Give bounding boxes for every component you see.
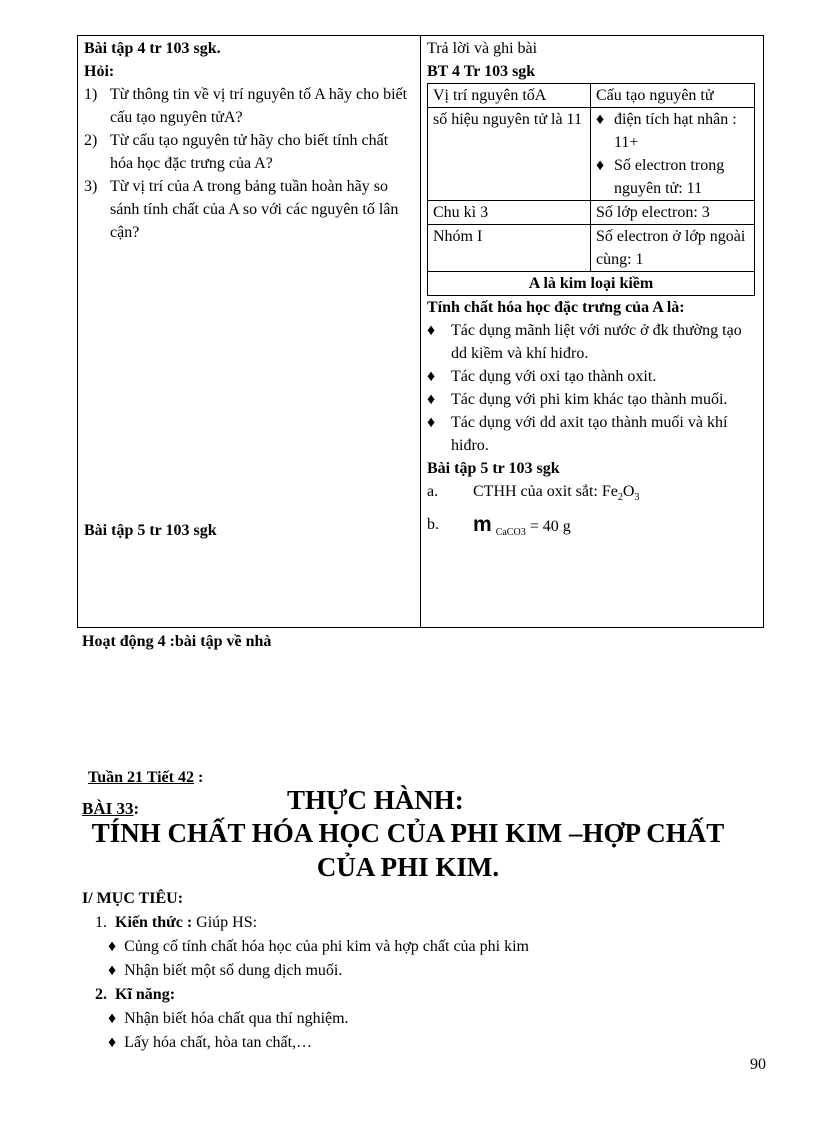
property-item: ♦ Tác dụng với dd axit tạo thành muối và khí hiđro. [427,414,728,454]
property-item: ♦ Tác dụng mãnh liệt với nước ở đk thường tạo dd kiềm và khí hiđro. [427,322,742,362]
exercise-table [77,35,764,628]
knowledge-heading: 1. Kiến thức : Giúp HS: [95,914,258,931]
property-item: ♦ Tác dụng với phi kim khác tạo thành muối. [427,391,728,408]
header-position: Vị trí nguyên tốA [428,84,591,108]
bt5-title: Bài tập 5 tr 103 sgk [427,460,560,477]
property-item: ♦ Tác dụng với oxi tạo thành oxit. [427,368,657,385]
exercise4-title: Bài tập 4 tr 103 sgk. [84,40,221,57]
structure-cell: ♦ điện tích hạt nhân : 11+ ♦ Số electron trong nguyên tử: 11 [591,108,755,201]
conclusion-cell: A là kim loại kiềm [528,275,654,292]
objectives-heading: I/ MỤC TIÊU: [82,890,184,907]
question-list [84,83,414,244]
heading-topic-cont: CỦA PHI KIM. [316,852,500,882]
structure-table [427,83,755,296]
activity-heading: Hoạt động 4 :bài tập về nhà [82,633,272,650]
outer-electron-cell: Số electron ở lớp ngoài cùng: 1 [591,225,755,272]
knowledge-item: ♦ Nhận biết một số dung dịch muối. [108,962,343,979]
properties-title: Tính chất hóa học đặc trưng của A là: [427,299,685,316]
shell-count-cell: Số lớp electron: 3 [591,201,755,225]
heading-topic: TÍNH CHẤT HÓA HỌC CỦA PHI KIM –HỢP CHẤT [91,818,725,848]
page-number: 90 [750,1056,766,1073]
period-cell: Chu kì 3 [428,201,591,225]
skill-item: ♦ Lấy hóa chất, hòa tan chất,… [108,1034,313,1051]
right-column [427,37,759,544]
skills-heading: 2. Kĩ năng: [95,986,176,1003]
header-structure: Cấu tạo nguyên tử [591,84,755,108]
bt4-title: BT 4 Tr 103 sgk [427,63,536,80]
answer-b: b. m $_{CaCO3}$ = 40 g [427,513,571,539]
answer-a: a. CTHH của oxit sắt: $Fe_2O_3$ [427,483,640,504]
knowledge-item: ♦ Củng cố tính chất hóa học của phi kim và hợp chất của phi kim [108,938,529,955]
question-item: 1) Từ thông tin về vị trí nguyên tố A hãy cho biết cấu tạo nguyên tửA? [84,86,408,126]
group-cell: Nhóm I [428,225,591,272]
left-column [84,37,414,539]
answer-intro: Trả lời và ghi bài [427,40,538,57]
question-item: 3) Từ vị trí của A trong bảng tuần hoàn hãy so sánh tính chất của A so với các nguyên tố lân cận? [84,178,399,241]
exercise5-title-left: Bài tập 5 tr 103 sgk [84,522,217,539]
question-item: 2) Từ cấu tạo nguyên tử hãy cho biết tính chất hóa học đặc trưng của A? [84,132,389,172]
column-divider [420,36,421,627]
ask-label: Hỏi: [84,63,115,80]
skill-item: ♦ Nhận biết hóa chất qua thí nghiệm. [108,1010,349,1027]
heading-practice: THỰC HÀNH: [287,785,464,815]
atomic-number-cell: số hiệu nguyên tử là 11 [428,108,591,201]
week-label: Tuần 21 Tiết 42 [88,769,194,786]
lesson-label: BÀI 33 [82,799,134,818]
